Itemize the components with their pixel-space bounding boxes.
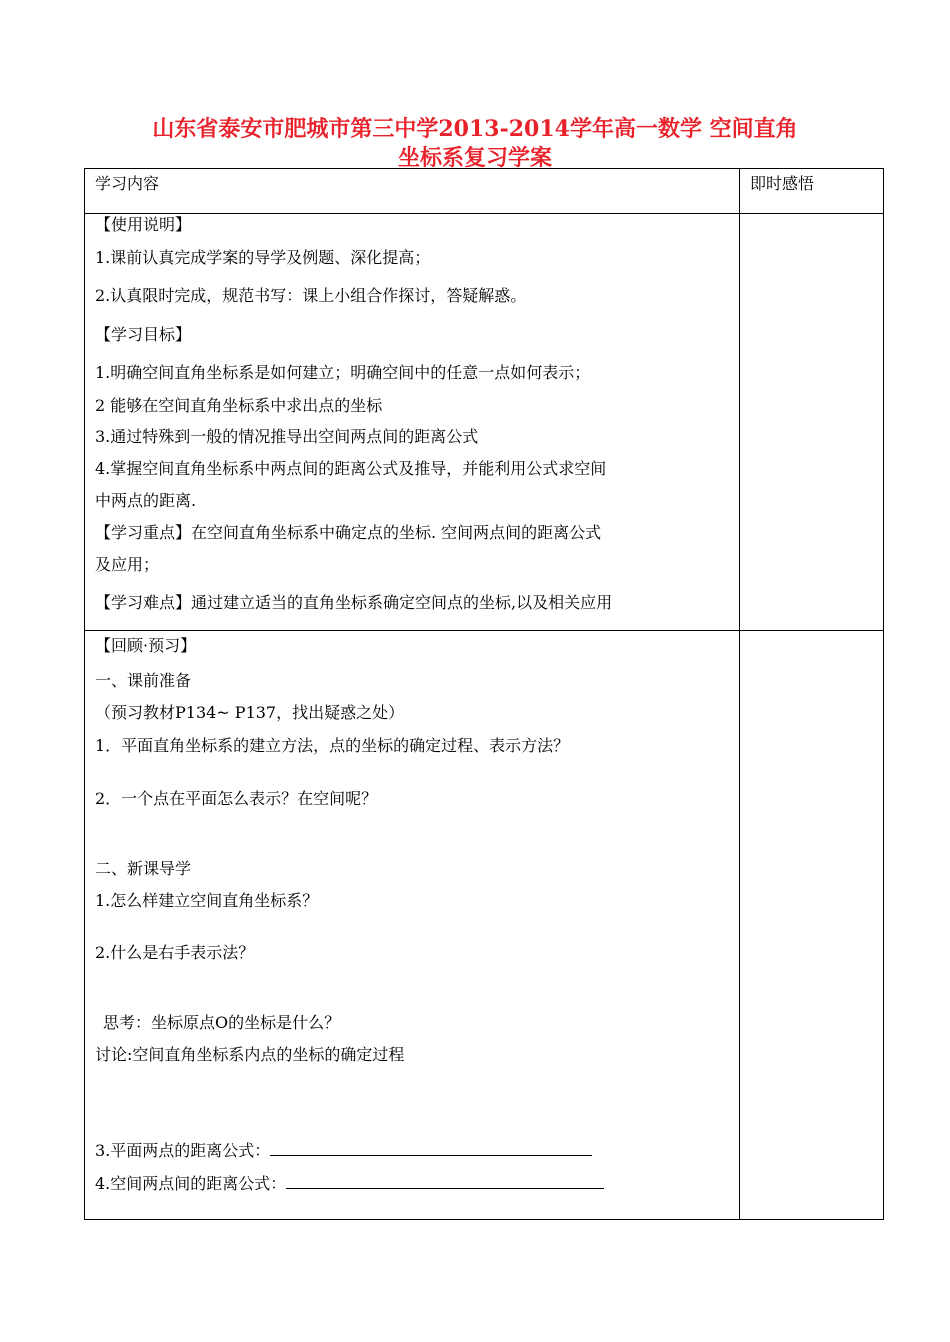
part1-heading: 一、课前准备: [95, 671, 192, 690]
usage-heading: 【使用说明】: [95, 215, 192, 234]
goal-item-2: 2 能够在空间直角坐标系中求出点的坐标: [95, 396, 383, 415]
key-points-line-2: 及应用；: [95, 555, 160, 574]
goals-heading: 【学习目标】: [95, 325, 192, 344]
usage-item-2: 2.认真限时完成，规范书写：课上小组合作探讨，答疑解惑。: [95, 286, 527, 305]
goal-item-4-line-2: 中两点的距离.: [95, 491, 197, 510]
new-item-3: [95, 1141, 592, 1161]
review-content-cell: [85, 631, 740, 1220]
goal-item-4-line-1: 4.掌握空间直角坐标系中两点间的距离公式及推导，并能利用公式求空间: [95, 459, 607, 478]
discuss-item: 讨论:空间直角坐标系内点的坐标的确定过程: [95, 1045, 405, 1064]
plane-distance-formula-blank[interactable]: [270, 1141, 592, 1156]
review-reflection-cell[interactable]: [740, 631, 884, 1220]
review-heading: 【回顾·预习】: [95, 636, 197, 655]
part1-note: （预习教材P134~ P137，找出疑惑之处）: [95, 703, 405, 722]
header-cell-reflection: [740, 169, 884, 214]
header-reflection: 即时感悟: [750, 174, 815, 193]
goals-reflection-cell[interactable]: [740, 214, 884, 631]
header-study-content: 学习内容: [95, 174, 160, 193]
usage-item-1: 1.课前认真完成学案的导学及例题、深化提高；: [95, 248, 431, 267]
document-title-line-2: 坐标系复习学案: [397, 145, 552, 171]
document-title-line-1: 山东省泰安市肥城市第三中学2013-2014学年高一数学 空间直角: [152, 116, 798, 142]
question-1: 1．平面直角坐标系的建立方法，点的坐标的确定过程、表示方法？: [95, 736, 570, 755]
space-distance-formula-blank[interactable]: [286, 1174, 604, 1189]
header-row: [85, 169, 884, 214]
key-points-line-1: 【学习重点】在空间直角坐标系中确定点的坐标. 空间两点间的距离公式: [95, 523, 602, 542]
difficulty-line: 【学习难点】通过建立适当的直角坐标系确定空间点的坐标,以及相关应用: [95, 593, 613, 612]
new-item-4: [95, 1174, 604, 1194]
section-row-review: [85, 631, 884, 1220]
new-item-4-label: 4.空间两点间的距离公式：: [95, 1174, 287, 1193]
header-cell-content: [85, 169, 740, 214]
question-2: 2．一个点在平面怎么表示？在空间呢？: [95, 789, 378, 808]
part2-heading: 二、新课导学: [95, 859, 192, 878]
new-item-3-label: 3.平面两点的距离公式：: [95, 1141, 271, 1160]
section-row-goals: [85, 214, 884, 631]
goal-item-1: 1.明确空间直角坐标系是如何建立；明确空间中的任意一点如何表示；: [95, 363, 591, 382]
goal-item-3: 3.通过特殊到一般的情况推导出空间两点间的距离公式: [95, 427, 479, 446]
think-question: 思考：坐标原点O的坐标是什么？: [103, 1013, 341, 1032]
study-table: [84, 168, 884, 1220]
goals-content-cell: [85, 214, 740, 631]
new-item-2: 2.什么是右手表示法？: [95, 943, 255, 962]
new-item-1: 1.怎么样建立空间直角坐标系？: [95, 891, 319, 910]
